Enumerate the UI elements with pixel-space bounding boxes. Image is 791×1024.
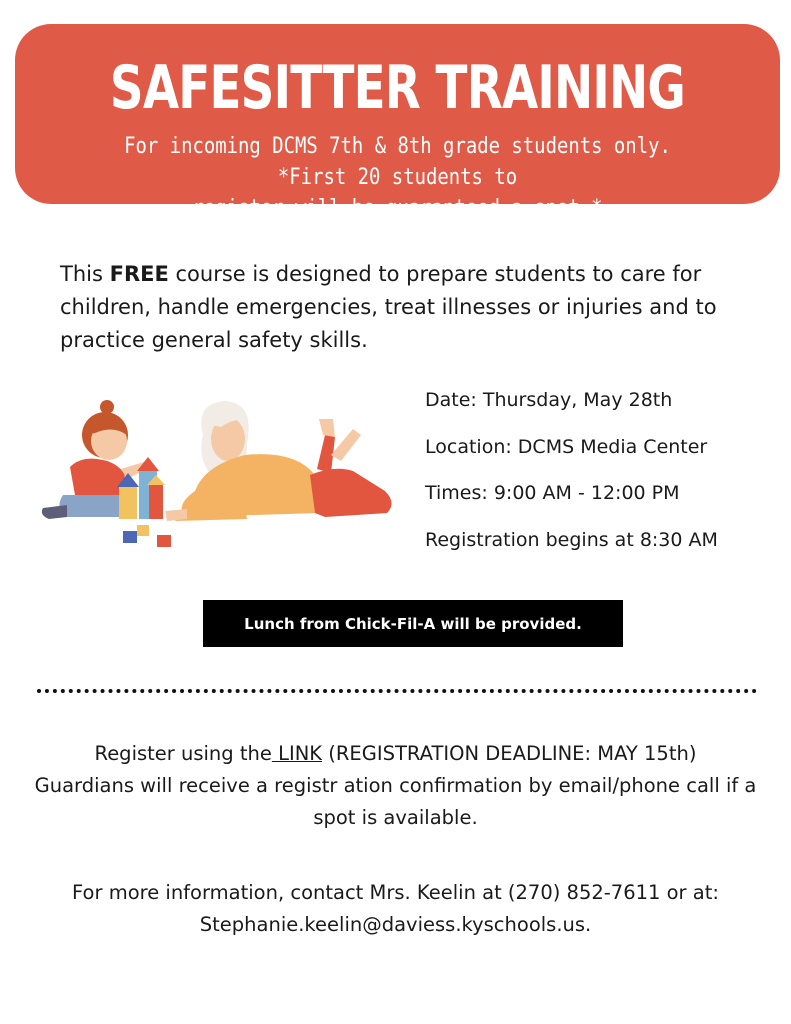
event-times: Times: 9:00 AM - 12:00 PM (425, 482, 680, 504)
intro-prefix: This (60, 262, 110, 286)
contact-line-phone: For more information, contact Mrs. Keelin at (270) 852-7611 or at: (72, 881, 719, 904)
register-line (20, 738, 771, 770)
banner-subtitle-line-2: register will be guaranteed a spot.* (192, 196, 603, 221)
lunch-notice-text: Lunch from Chick-Fil-A will be provided. (244, 614, 582, 633)
intro-paragraph (60, 258, 770, 357)
intro-rest: course is designed to prepare students to care for children, handle emergencies, treat illnesses or injuries and to practice general safety skills. (60, 262, 717, 352)
register-prefix: Register using the (94, 742, 272, 765)
registration-link[interactable]: LINK (271, 742, 323, 765)
event-details (425, 388, 785, 574)
banner-subtitle-line-1: For incoming DCMS 7th & 8th grade students only. *First 20 students to (124, 134, 671, 190)
contact-info (20, 877, 771, 941)
title-banner (15, 24, 780, 221)
banner-subtitle (86, 131, 710, 224)
registration-info (20, 738, 771, 834)
register-deadline: (REGISTRATION DEADLINE: MAY 15th) (322, 742, 697, 765)
confirmation-text: Guardians will receive a registr ation confirmation by email/phone call if a spot is available. (34, 774, 757, 829)
event-location: Location: DCMS Media Center (425, 435, 708, 458)
intro-free: FREE (109, 262, 169, 286)
adult-figure (165, 401, 392, 521)
lunch-notice (203, 600, 623, 647)
babysitting-illustration (35, 395, 400, 555)
contact-email[interactable]: Stephanie.keelin@daviess.kyschools.us. (199, 913, 592, 936)
page-title: SAFESITTER TRAINING (109, 53, 686, 123)
registration-start: Registration begins at 8:30 AM (425, 528, 718, 551)
event-date: Date: Thursday, May 28th (425, 389, 673, 411)
dotted-divider (37, 689, 757, 693)
